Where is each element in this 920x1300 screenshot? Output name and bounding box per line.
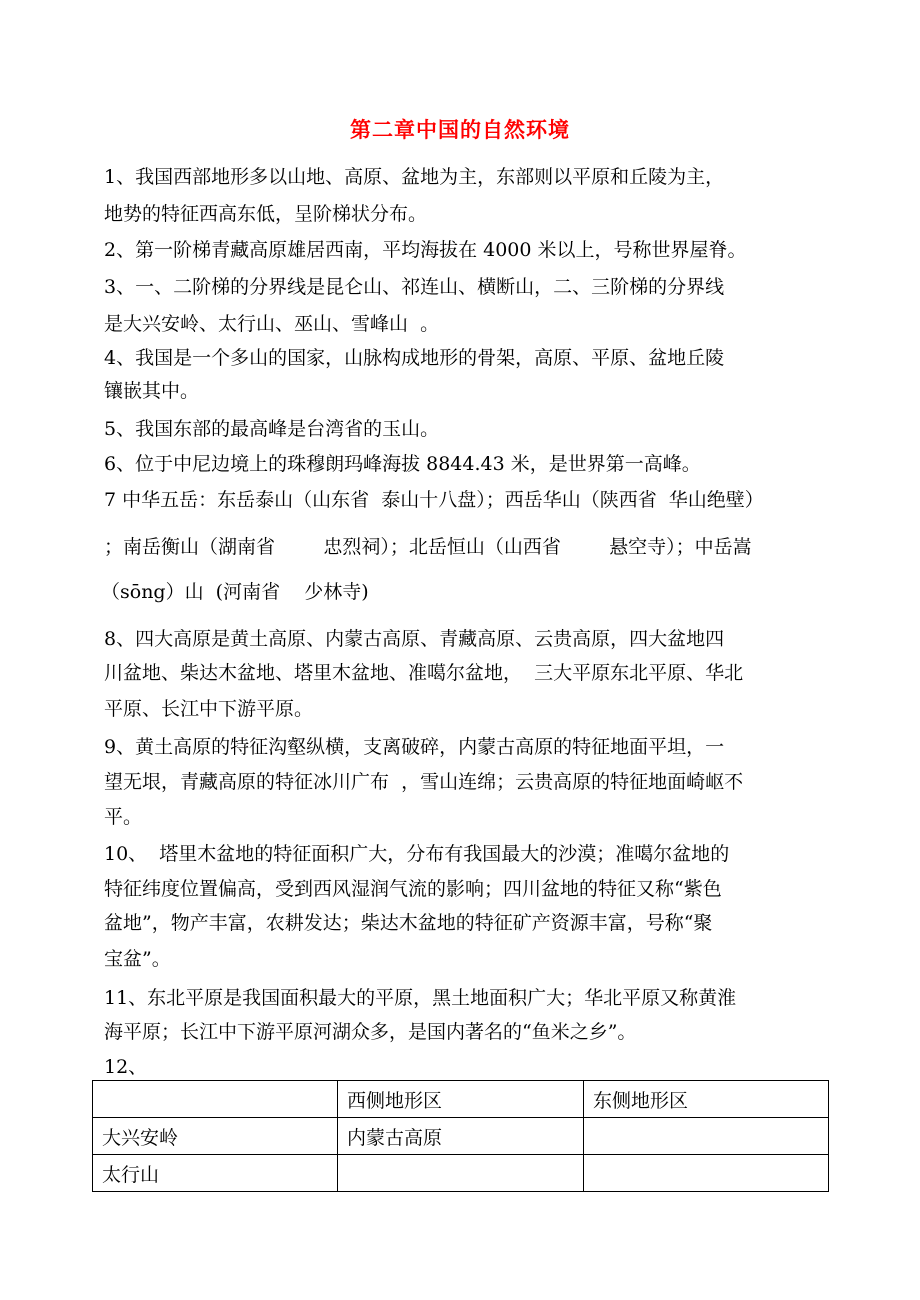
text-line: 川盆地、柴达木盆地、塔里木盆地、准噶尔盆地， 三大平原东北平原、华北 bbox=[104, 662, 744, 684]
text-line: 海平原；长江中下游平原河湖众多，是国内著名的“鱼米之乡”。 bbox=[104, 1021, 637, 1043]
text-line: 平原、长江中下游平原。 bbox=[104, 698, 314, 720]
text-line: 9、黄土高原的特征沟壑纵横，支离破碎，内蒙古高原的特征地面平坦，一 bbox=[104, 736, 725, 758]
text-line: 是大兴安岭、太行山、巫山、雪峰山 。 bbox=[104, 313, 440, 335]
text-line: 10、 塔里木盆地的特征面积广大，分布有我国最大的沙漠；准噶尔盆地的 bbox=[104, 843, 730, 865]
text-line: 2、第一阶梯青藏高原雄居西南，平均海拔在 4000 米以上，号称世界屋脊。 bbox=[104, 239, 747, 261]
table-cell: 内蒙古高原 bbox=[338, 1118, 584, 1155]
table-row bbox=[93, 1118, 829, 1155]
table-cell: 东侧地形区 bbox=[584, 1081, 829, 1118]
text-line: 3、一、二阶梯的分界线是昆仑山、祁连山、横断山，二、三阶梯的分界线 bbox=[104, 276, 725, 298]
table-cell: 太行山 bbox=[93, 1155, 338, 1192]
text-line: 11、东北平原是我国面积最大的平原，黑土地面积广大；华北平原又称黄淮 bbox=[104, 987, 737, 1009]
text-line: 12、 bbox=[104, 1056, 148, 1078]
text-line: 5、我国东部的最高峰是台湾省的玉山。 bbox=[104, 418, 440, 440]
text-line: 6、位于中尼边境上的珠穆朗玛峰海拔 8844.43 米，是世界第一高峰。 bbox=[104, 453, 701, 475]
text-line: 1、我国西部地形多以山地、高原、盆地为主，东部则以平原和丘陵为主， bbox=[104, 166, 725, 188]
text-line: 望无垠，青藏高原的特征冰川广布 ，雪山连绵；云贵高原的特征地面崎岖不 bbox=[104, 771, 744, 793]
table-cell bbox=[338, 1155, 584, 1192]
text-line: 7 中华五岳：东岳泰山（山东省 泰山十八盘）；西岳华山（陕西省 华山绝壁） bbox=[104, 489, 764, 511]
text-line: 镶嵌其中。 bbox=[104, 380, 200, 402]
table-cell: 大兴安岭 bbox=[93, 1118, 338, 1155]
text-line: 8、四大高原是黄土高原、内蒙古高原、青藏高原、云贵高原，四大盆地四 bbox=[104, 628, 725, 650]
table-cell: 西侧地形区 bbox=[338, 1081, 584, 1118]
table-cell bbox=[93, 1081, 338, 1118]
terrain-table bbox=[92, 1080, 829, 1192]
table-cell bbox=[584, 1118, 829, 1155]
text-line: 4、我国是一个多山的国家，山脉构成地形的骨架，高原、平原、盆地丘陵 bbox=[104, 347, 725, 369]
text-line: 特征纬度位置偏高，受到西风湿润气流的影响；四川盆地的特征又称“紫色 bbox=[104, 878, 722, 900]
table-row bbox=[93, 1081, 829, 1118]
text-line: （sōng）山 (河南省 少林寺) bbox=[101, 581, 369, 603]
table-cell bbox=[584, 1155, 829, 1192]
text-line: ；南岳衡山（湖南省 忠烈祠）；北岳恒山（山西省 悬空寺）；中岳嵩 bbox=[104, 536, 752, 558]
text-line: 宝盆”。 bbox=[104, 948, 171, 970]
chapter-title: 第二章中国的自然环境 bbox=[350, 118, 570, 142]
text-line: 平。 bbox=[104, 806, 143, 828]
text-line: 地势的特征西高东低，呈阶梯状分布。 bbox=[104, 203, 428, 225]
table-row bbox=[93, 1155, 829, 1192]
text-line: 盆地”，物产丰富，农耕发达；柴达木盆地的特征矿产资源丰富，号称“聚 bbox=[104, 912, 713, 934]
